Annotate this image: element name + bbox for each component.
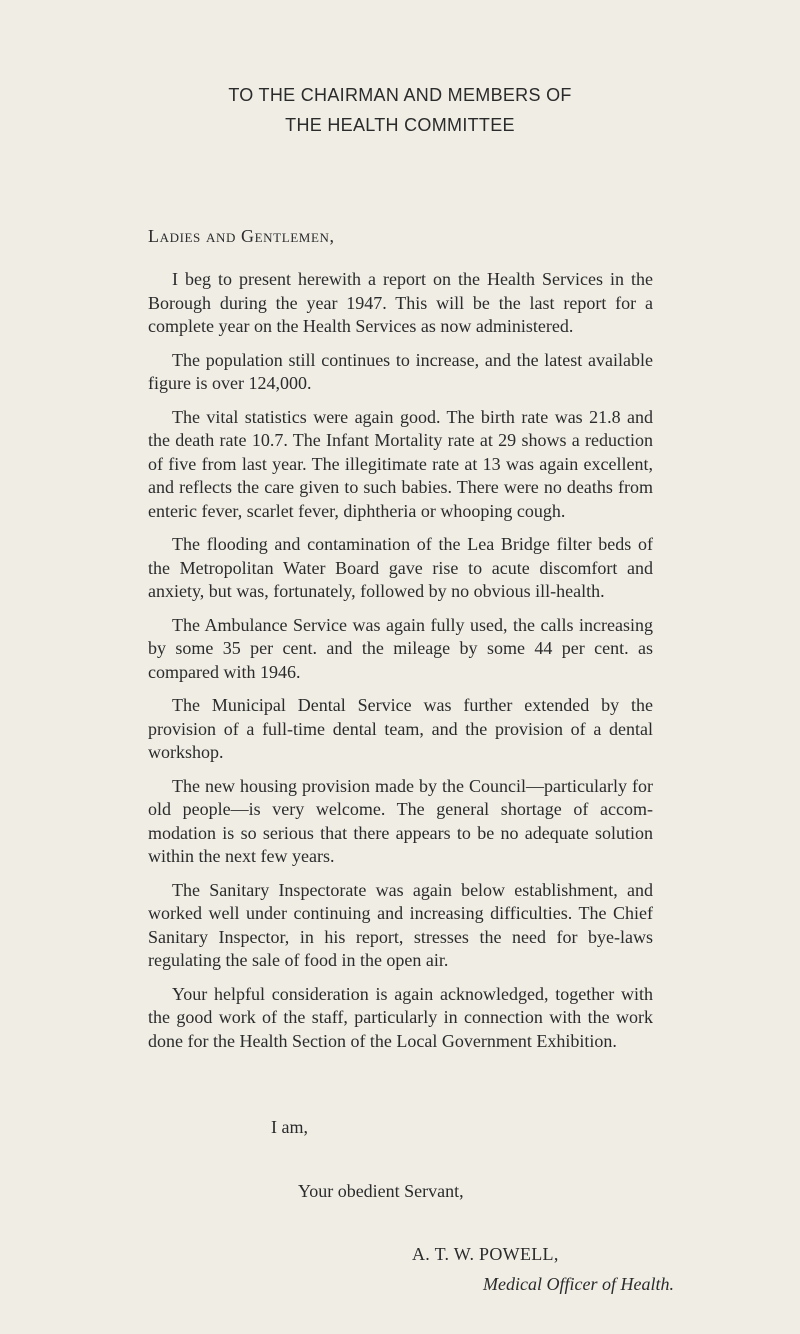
paragraph-dental: The Municipal Dental Service was further extended by the provision of a full-time dental team, and the provision of a dental workshop. xyxy=(148,695,653,762)
signatory-name: A. T. W. POWELL, xyxy=(412,1244,559,1264)
paragraph-housing: The new housing provision made by the Council—particularly for old people—is very welcome. The general shortage of accom-modation is so serious that there appears to be no adequate solution within the next few years. xyxy=(148,775,653,866)
closing-i-am: I am, xyxy=(271,1117,308,1137)
salutation: Ladies and Gentlemen, xyxy=(148,226,335,246)
paragraph-flooding: The flooding and contamination of the Lea Bridge filter beds of the Metropolitan Water Board gave rise to acute discomfort and anxiety, but was, fortunately, followed by no obvious ill-health. xyxy=(148,534,653,601)
paragraph-vital-statistics: The vital statistics were again good. The birth rate was 21.8 and the death rate 10.7. The Infant Mortality rate at 29 shows a reduction of five from last year. The illegitimate rate at 13 was again excellent, and reflects the care given to such babies. There were no deaths from enteric fever, scarlet fever, diphtheria or whooping cough. xyxy=(148,406,653,521)
paragraph-ambulance: The Ambulance Service was again fully used, the calls increasing by some 35 per cent. and the mileage by some 44 per cent. as compared with 1946. xyxy=(148,614,653,682)
paragraph-intro: I beg to present herewith a report on the Health Services in the Borough during the year 1947. This will be the last report for a complete year on the Health Services as now administered. xyxy=(148,269,653,336)
heading-line-1: TO THE CHAIRMAN AND MEMBERS OF xyxy=(228,85,572,105)
letter-body xyxy=(148,268,653,1063)
closing-servant: Your obedient Servant, xyxy=(298,1181,464,1201)
paragraph-acknowledgement: Your helpful consideration is again acknowledged, together with the good work of the staff, particularly in connection with the work done for the Health Section of the Local Government Exhibition. xyxy=(148,983,653,1051)
paragraph-population: The population still continues to increase, and the latest available figure is over 124,000. xyxy=(148,349,653,393)
signatory-title: Medical Officer of Health. xyxy=(483,1274,674,1294)
paragraph-sanitary: The Sanitary Inspectorate was again below establishment, and worked well under continuing and increasing difficulties. The Chief Sanitary Inspector, in his report, stresses the need for bye-laws regulating the sale of food in the open air. xyxy=(148,879,653,970)
heading-line-2: THE HEALTH COMMITTEE xyxy=(285,115,515,135)
